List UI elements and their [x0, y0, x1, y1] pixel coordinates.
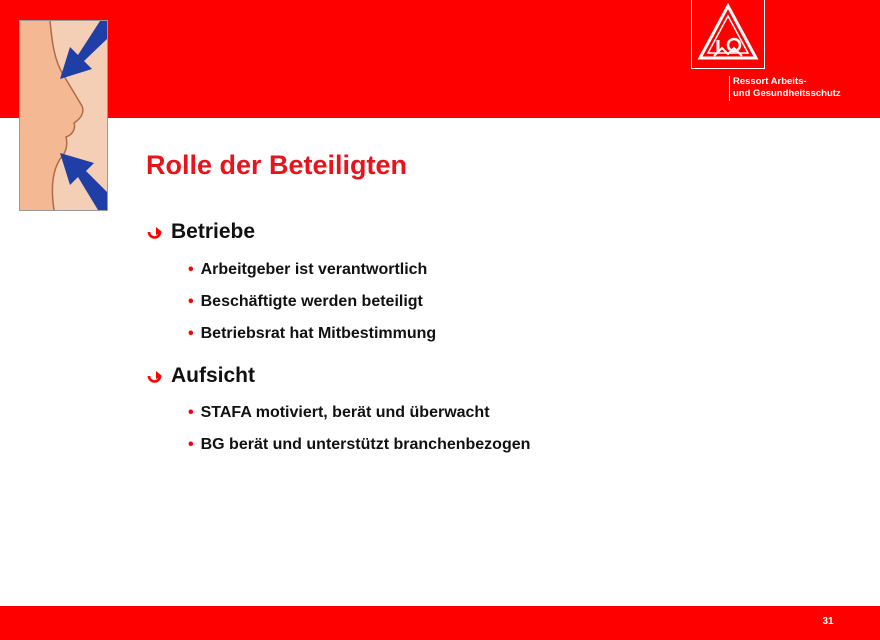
- slide-title: Rolle der Beteiligten: [146, 150, 408, 180]
- aufsicht-bullet-list: [188, 397, 530, 461]
- list-item: [188, 318, 436, 350]
- list-item: [188, 397, 530, 429]
- section-label: Aufsicht: [171, 364, 255, 387]
- betriebe-bullet-list: [188, 254, 436, 350]
- bullet-icon: •: [188, 261, 194, 278]
- list-item: [188, 286, 436, 318]
- section-aufsicht: [146, 362, 255, 390]
- curved-arrow-icon: [146, 224, 163, 241]
- section-label: Betriebe: [171, 220, 256, 243]
- list-item-text: Beschäftigte werden beteiligt: [200, 293, 423, 310]
- section-betriebe: [146, 218, 255, 246]
- curved-arrow-icon: [146, 368, 163, 385]
- ig-metall-logo: [691, 0, 765, 69]
- list-item: [188, 429, 530, 461]
- list-item: [188, 254, 436, 286]
- list-item-text: STAFA motiviert, berät und überwacht: [200, 404, 490, 421]
- department-line-1: Ressort Arbeits-: [733, 76, 807, 87]
- bullet-icon: •: [188, 293, 194, 310]
- bullet-icon: •: [188, 404, 194, 421]
- list-item-text: BG berät und unterstützt branchenbezogen: [200, 436, 531, 453]
- department-label: [733, 76, 878, 100]
- bullet-icon: •: [188, 325, 194, 342]
- profile-face-illustration: [19, 20, 108, 211]
- footer-band: [0, 606, 880, 640]
- ig-metall-logo-icon: [692, 0, 764, 68]
- department-line-2: und Gesundheitsschutz: [733, 88, 841, 99]
- department-divider: [729, 76, 730, 101]
- list-item-text: Arbeitgeber ist verantwortlich: [200, 261, 428, 278]
- list-item-text: Betriebsrat hat Mitbestimmung: [200, 325, 437, 342]
- bullet-icon: •: [188, 436, 194, 453]
- face-profile-graphic: [20, 21, 107, 210]
- page-number: 31: [822, 616, 834, 627]
